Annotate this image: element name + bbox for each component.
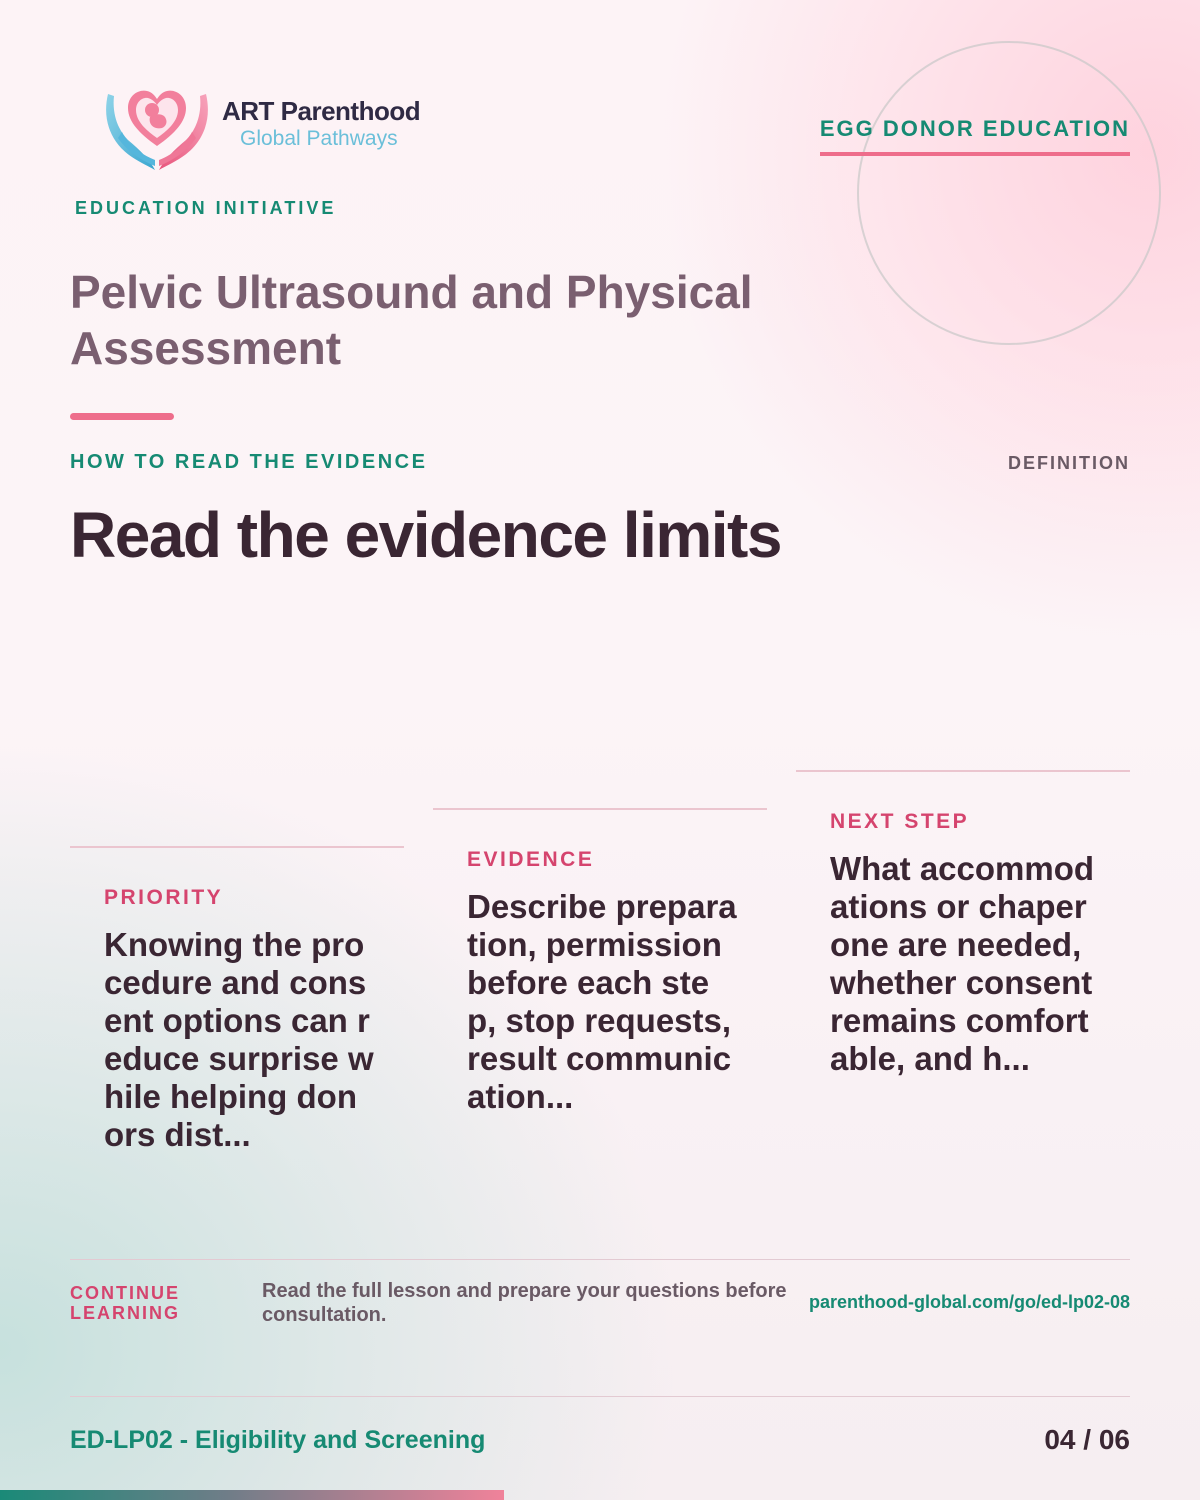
brand-name: ART Parenthood <box>222 95 421 126</box>
progress-fill <box>0 1490 504 1500</box>
program-tag: EGG DONOR EDUCATION <box>820 116 1130 156</box>
page-counter: 04 / 06 <box>1044 1424 1130 1455</box>
card-label: NEXT STEP <box>830 810 970 833</box>
divider-line <box>70 1259 1130 1260</box>
hands-heart-baby-logo-icon <box>100 74 214 174</box>
continue-learning-text: Read the full lesson and prepare your questions before consultation. <box>262 1280 787 1326</box>
card-label: EVIDENCE <box>467 848 595 871</box>
initiative-label: EDUCATION INITIATIVE <box>75 198 337 218</box>
card-label: PRIORITY <box>104 886 224 909</box>
card-text: Knowing the procedure and consent options can reduce surprise while helping donors dist... <box>104 926 374 1153</box>
card-text: What accommodations or chaperone are needed, whether consent remains comfortable, and h... <box>830 850 1095 1077</box>
section-eyebrow: HOW TO READ THE EVIDENCE <box>70 451 428 473</box>
course-title: Pelvic Ultrasound and Physical Assessment <box>70 266 753 374</box>
priority-card <box>70 846 404 1154</box>
decorative-circle <box>857 41 1161 345</box>
brand-subtitle: Global Pathways <box>240 126 398 150</box>
accent-divider <box>70 413 174 420</box>
progress-bar <box>0 1490 1200 1500</box>
section-headline: Read the evidence limits <box>70 499 781 571</box>
continue-learning-label: CONTINUE LEARNING <box>70 1283 180 1323</box>
definition-label: DEFINITION <box>1008 453 1130 473</box>
next-step-card <box>796 770 1130 1078</box>
evidence-card <box>433 808 767 1116</box>
lesson-link[interactable]: parenthood-global.com/go/ed-lp02-08 <box>808 1292 1130 1312</box>
card-text: Describe preparation, permission before each step, stop requests, result communication... <box>467 888 737 1115</box>
module-label: ED-LP02 - Eligibility and Screening <box>70 1426 486 1454</box>
divider-line <box>70 1396 1130 1397</box>
brand-logo <box>100 74 420 174</box>
